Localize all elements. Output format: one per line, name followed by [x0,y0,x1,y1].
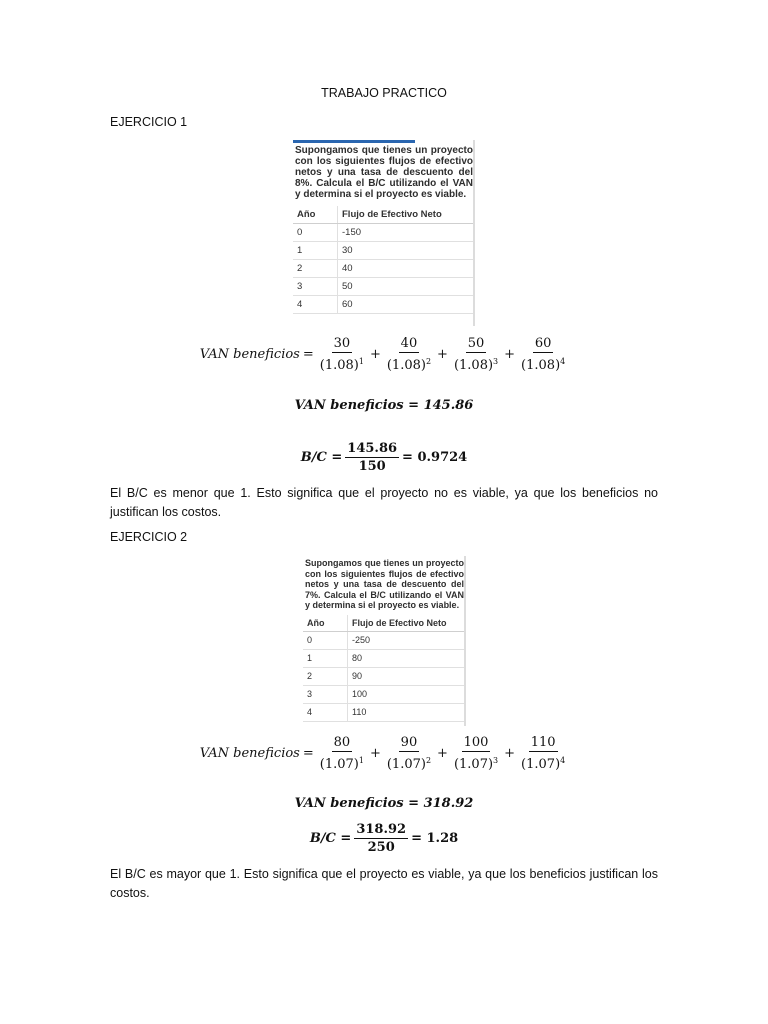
cell-year: 4 [293,296,338,314]
table-row [303,703,466,721]
cell-year: 3 [303,685,348,703]
cell-cashflow: 100 [348,685,467,703]
bc-fraction: $\frac{318.92}{250}$ [356,822,407,855]
cell-year: 4 [303,703,348,721]
exercise-1-van-result: VAN beneficios = 145.86 [294,398,474,413]
column-header-cashflow: Flujo de Efectivo Neto [338,206,476,224]
table-row [303,667,466,685]
exercise-2-heading: EJERCICIO 2 [110,530,188,544]
exercise-1-conclusion: El B/C es menor que 1. Esto significa que el proyecto no es viable, ya que los beneficios no justifican los costos. [110,486,658,519]
document-title: TRABAJO PRACTICO [321,86,447,100]
discount-fraction: $\frac{80}{(1.07)^1}$ [319,735,364,772]
exercise-1-bc-formula [0,441,768,474]
cell-cashflow: 80 [348,649,467,667]
exercise-2-statement: Supongamos que tienes un proyecto con los siguientes flujos de efectivo netos y una tasa de descuento del 7%. Calcula el B/C utilizando el VAN y determina si el proyecto es viable. [305,558,464,610]
table-row [293,224,475,242]
discount-fraction: $\frac{40}{(1.08)^2}$ [386,336,432,373]
exercise-2-cashflow-table [303,615,466,722]
discount-fraction: $\frac{30}{(1.08)^1}$ [319,336,364,373]
discount-fraction: $\frac{110}{(1.07)^4}$ [521,735,566,772]
bc-result: = 0.9724 [402,450,468,465]
bc-label: B/C = [300,450,343,465]
cell-cashflow: -150 [338,224,476,242]
discount-fraction: $\frac{100}{(1.07)^3}$ [453,735,499,772]
cell-cashflow: -250 [348,631,467,649]
exercise-2-bc-formula [0,822,768,855]
column-header-cashflow: Flujo de Efectivo Neto [348,615,467,632]
table-row [303,649,466,667]
bc-label: B/C = [309,831,352,846]
discount-fraction: $\frac{90}{(1.07)^2}$ [386,735,432,772]
van-label: VAN beneficios [199,347,300,362]
van-label: VAN beneficios [199,746,300,761]
cell-year: 0 [293,224,338,242]
cell-year: 3 [293,278,338,296]
cell-year: 1 [293,242,338,260]
cell-year: 0 [303,631,348,649]
exercise-1-statement-image [293,140,475,326]
image-edge [473,140,475,326]
column-header-year: Año [293,206,338,224]
discount-fraction: $\frac{60}{(1.08)^4}$ [521,336,566,373]
cell-year: 1 [303,649,348,667]
discount-fraction: $\frac{50}{(1.08)^3}$ [453,336,499,373]
exercise-2-van-formula: VAN beneficios = $\frac{80}{(1.07)^1}$ + $\frac{90}{(1.07)^2}$ + $\frac{100}{(1.07)^3}$ + $\frac{110}{(1.07)^4}$ [199,735,566,772]
bc-result: = 1.28 [411,831,459,846]
cell-cashflow: 50 [338,278,476,296]
exercise-1-van-formula: VAN beneficios = $\frac{30}{(1.08)^1}$ + $\frac{40}{(1.08)^2}$ + $\frac{50}{(1.08)^3}$ + $\frac{60}{(1.08)^4}$ [199,336,566,373]
table-row [303,685,466,703]
exercise-2-conclusion: El B/C es mayor que 1. Esto significa que el proyecto es viable, ya que los beneficios justifican los costos. [110,867,658,900]
cell-cashflow: 90 [348,667,467,685]
table-row [293,278,475,296]
table-row [293,242,475,260]
image-edge [464,556,466,726]
cell-cashflow: 40 [338,260,476,278]
cell-cashflow: 110 [348,703,467,721]
cell-year: 2 [293,260,338,278]
exercise-1-heading: EJERCICIO 1 [110,115,188,129]
table-row [293,296,475,314]
column-header-year: Año [303,615,348,632]
exercise-1-cashflow-table [293,206,475,314]
table-header-row [303,615,466,632]
cell-cashflow: 30 [338,242,476,260]
cell-cashflow: 60 [338,296,476,314]
table-header-row [293,206,475,224]
table-row [293,260,475,278]
table-row [303,631,466,649]
bc-fraction: $\frac{145.86}{150}$ [347,441,398,474]
exercise-1-statement: Supongamos que tienes un proyecto con los siguientes flujos de efectivo netos y una tasa de descuento del 8%. Calcula el B/C utilizando el VAN y determina si el proyecto es viable. [295,145,473,200]
cell-year: 2 [303,667,348,685]
exercise-2-statement-image [303,556,466,726]
exercise-2-van-result: VAN beneficios = 318.92 [294,796,474,811]
